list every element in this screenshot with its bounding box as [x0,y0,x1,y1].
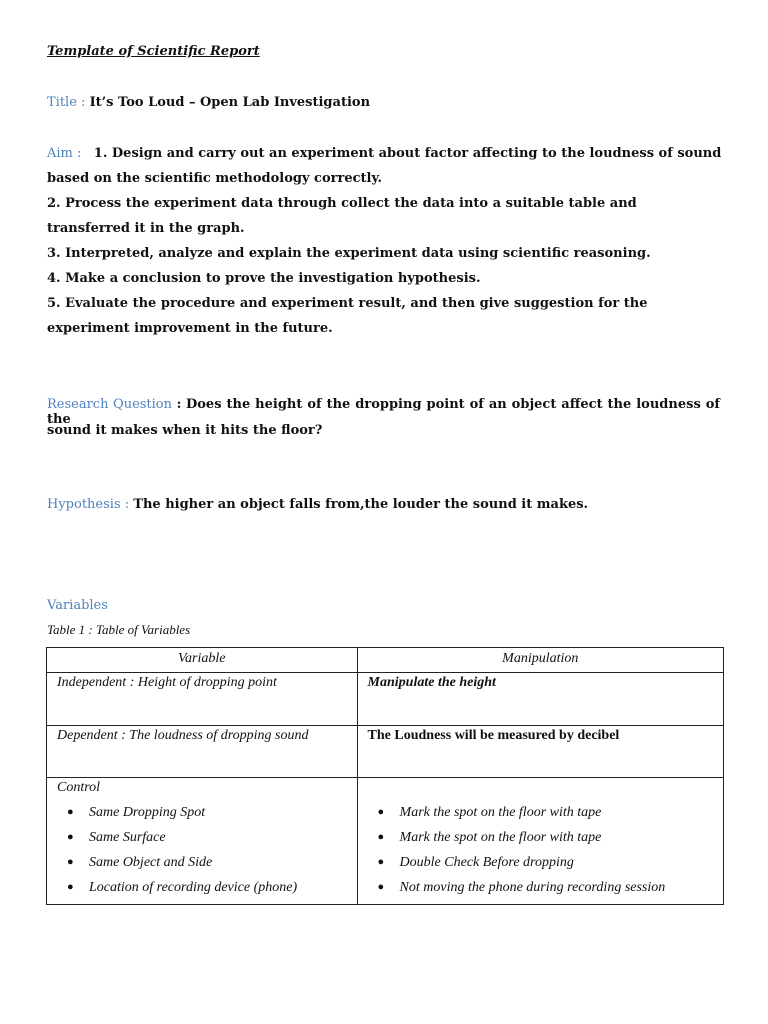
independent-variable-cell: Independent : Height of dropping point [47,673,358,726]
research-question-text: Does the height of the dropping point of an object affect the loudness of the [47,397,720,427]
header-manipulation: Manipulation [357,648,723,673]
aim-line-5: 3. Interpreted, analyze and explain the experiment data using scientific reasoning. [47,246,651,261]
document-title: Template of Scientific Report [47,44,260,59]
aim-line-1 [47,146,721,161]
dependent-manipulation-cell: The Loudness will be measured by decibel [357,726,723,778]
list-item: ● Mark the spot on the floor with tape [368,800,713,825]
research-question-line-2: sound it makes when it hits the floor? [47,423,323,438]
aim-line-7: 5. Evaluate the procedure and experiment result, and then give suggestion for the [47,296,648,311]
title-label: Title : [47,95,86,110]
variables-heading: Variables [47,598,108,613]
control-manipulations-list [368,800,713,900]
hypothesis-line [47,497,588,512]
list-item: ● Same Surface [57,825,347,850]
control-label: Control [57,780,101,795]
research-question-label: Research Question [47,397,173,412]
table-header-row [47,648,724,673]
control-items-list [57,800,347,900]
dependent-variable-cell: Dependent : The loudness of dropping sound [47,726,358,778]
aim-line-4: transferred it in the graph. [47,221,245,236]
table-row-independent [47,673,724,726]
list-item: ● Mark the spot on the floor with tape [368,825,713,850]
title-line [47,95,370,110]
list-item: ● Same Object and Side [57,850,347,875]
control-manipulation-cell [357,778,723,905]
hypothesis-text: The higher an object falls from,the louder the sound it makes. [133,497,589,512]
title-text: It’s Too Loud – Open Lab Investigation [89,95,371,110]
aim-line-8: experiment improvement in the future. [47,321,333,336]
header-variable: Variable [47,648,358,673]
aim-line-2: based on the scientific methodology correctly. [47,171,383,186]
table-row-dependent [47,726,724,778]
variables-table [46,647,724,905]
aim-text: 1. Design and carry out an experiment about factor affecting to the loudness of sound [93,146,722,161]
list-item: ● Same Dropping Spot [57,800,347,825]
aim-line-6: 4. Make a conclusion to prove the investigation hypothesis. [47,271,481,286]
research-question-colon: : [176,397,182,412]
table-row-control [47,778,724,905]
independent-manipulation-cell: Manipulate the height [357,673,723,726]
list-item: ● Not moving the phone during recording session [368,875,713,900]
list-item: ● Double Check Before dropping [368,850,713,875]
aim-label: Aim : [47,146,82,161]
aim-line-3: 2. Process the experiment data through collect the data into a suitable table and [47,196,637,211]
list-item: ● Location of recording device (phone) [57,875,347,900]
table-caption: Table 1 : Table of Variables [47,622,191,637]
hypothesis-label: Hypothesis : [47,497,130,512]
control-variable-cell [47,778,358,905]
